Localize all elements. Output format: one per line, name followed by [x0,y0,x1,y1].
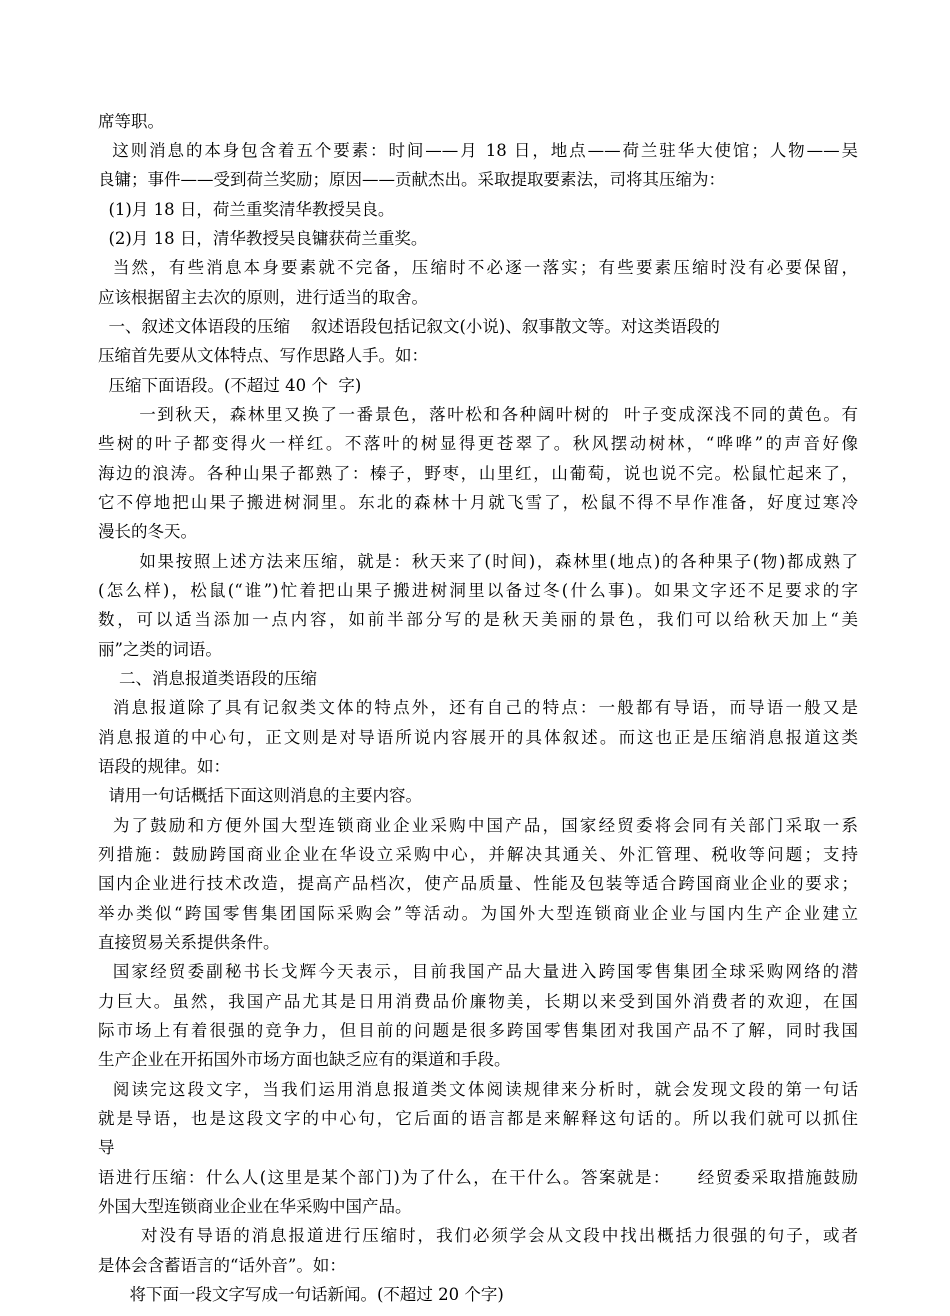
text-line: 是体会含蓄语言的“话外音”。如： [98,1256,346,1275]
text-line: 力巨大。虽然，我国产品尤其是日用消费品价廉物美，长期以来受到国外消费者的欢迎，在国 [98,992,858,1011]
text-line: 漫长的冬天。 [98,522,197,541]
text-line: 举办类似“跨国零售集团国际采购会”等活动。为国外大型连锁商业企业与国内生产企业建立 [98,904,858,923]
text-line: 压缩下面语段。(不超过 40 个 字) [98,376,362,395]
text-line: 二、消息报道类语段的压缩 [98,669,317,688]
text-line: 为了鼓励和方便外国大型连锁商业企业采购中国产品，国家经贸委将会同有关部门采取一系 [98,816,858,835]
text-line: 它不停地把山果子搬进树洞里。东北的森林十月就飞雪了，松鼠不得不早作准备，好度过寒冷 [98,493,858,512]
text-line: 生产企业在开拓国外市场方面也缺乏应有的渠道和手段。 [98,1050,511,1069]
text-line: (1)月 18 日，荷兰重奖清华教授吴良。 [98,200,395,219]
text-line: 如果按照上述方法来压缩，就是：秋天来了(时间)，森林里(地点)的各种果子(物)都成熟了 [98,552,858,571]
text-line: 些树的叶子都变得火一样红。不落叶的树显得更苍翠了。秋风摆动树林，“哗哗”的声音好像 [98,434,858,453]
text-line: (2)月 18 日，清华教授吴良镛获荷兰重奖。 [98,229,428,248]
text-line: 就是导语，也是这段文字的中心句，它后面的语言都是来解释这句话的。所以我们就可以抓住 [98,1109,858,1128]
text-line: 应该根据留主去次的原则，进行适当的取舍。 [98,288,428,307]
text-line: 良镛；事件——受到荷兰奖励；原因——贡献杰出。采取提取要素法，司将其压缩为： [98,170,725,189]
text-line: 导 [98,1138,115,1157]
text-line: 阅读完这段文字，当我们运用消息报道类文体阅读规律来分析时，就会发现文段的第一句话 [98,1080,858,1099]
text-line: 语段的规律。如： [98,757,230,776]
text-line: 消息报道除了具有记叙类文体的特点外，还有自己的特点：一般都有导语，而导语一般又是 [98,698,858,717]
text-line: 消息报道的中心句，正文则是对导语所说内容展开的具体叙述。而这也正是压缩消息报道这类 [98,728,858,747]
text-line: 列措施：鼓励跨国商业企业在华设立采购中心，并解决其通关、外汇管理、税收等问题；支持 [98,845,858,864]
text-line: 请用一句话概括下面这则消息的主要内容。 [98,786,422,805]
text-line: 一、叙述文体语段的压缩 叙述语段包括记叙文(小说)、叙事散文等。对这类语段的 [98,317,720,336]
text-line: 国内企业进行技术改造，提高产品档次，使产品质量、性能及包装等适合跨国商业企业的要求； [98,874,858,893]
text-line: 国家经贸委副秘书长戈辉今天表示，目前我国产品大量进入跨国零售集团全球采购网络的潜 [98,962,858,981]
text-line: 压缩首先要从文体特点、写作思路人手。如： [98,346,428,365]
text-line: 对没有导语的消息报道进行压缩时，我们必须学会从文段中找出概括力很强的句子，或者 [98,1226,858,1245]
text-line: 际市场上有着很强的竞争力，但目前的问题是很多跨国零售集团对我国产品不了解，同时我国 [98,1021,858,1040]
text-line: (怎么样)，松鼠(“谁”)忙着把山果子搬进树洞里以备过冬(什么事)。如果文字还不足要求的字 [98,581,858,600]
text-line: 外国大型连锁商业企业在华采购中国产品。 [98,1197,412,1216]
text-line: 数，可以适当添加一点内容，如前半部分写的是秋天美丽的景色，我们可以给秋天加上“美 [98,610,858,629]
text-line: 这则消息的本身包含着五个要素：时间——月 18 日，地点——荷兰驻华大使馆；人物——吴 [98,141,858,160]
text-line: 海边的浪涛。各种山果子都熟了：榛子，野枣，山里红，山葡萄，说也说不完。松鼠忙起来了， [98,464,858,483]
text-line: 直接贸易关系提供条件。 [98,933,280,952]
text-line: 语进行压缩：什么人(这里是某个部门)为了什么，在干什么。答案就是： 经贸委采取措施鼓励 [98,1168,858,1187]
text-line: 将下面一段文字写成一句话新闻。(不超过 20 个字) [98,1285,504,1304]
text-line: 一到秋天，森林里又换了一番景色，落叶松和各种阔叶树的 叶子变成深浅不同的黄色。有 [98,405,858,424]
text-line: 丽”之类的词语。 [98,640,222,659]
text-line: 当然，有些消息本身要素就不完备，压缩时不必逐一落实；有些要素压缩时没有必要保留， [98,258,858,277]
text-line: 席等职。 [98,112,164,131]
